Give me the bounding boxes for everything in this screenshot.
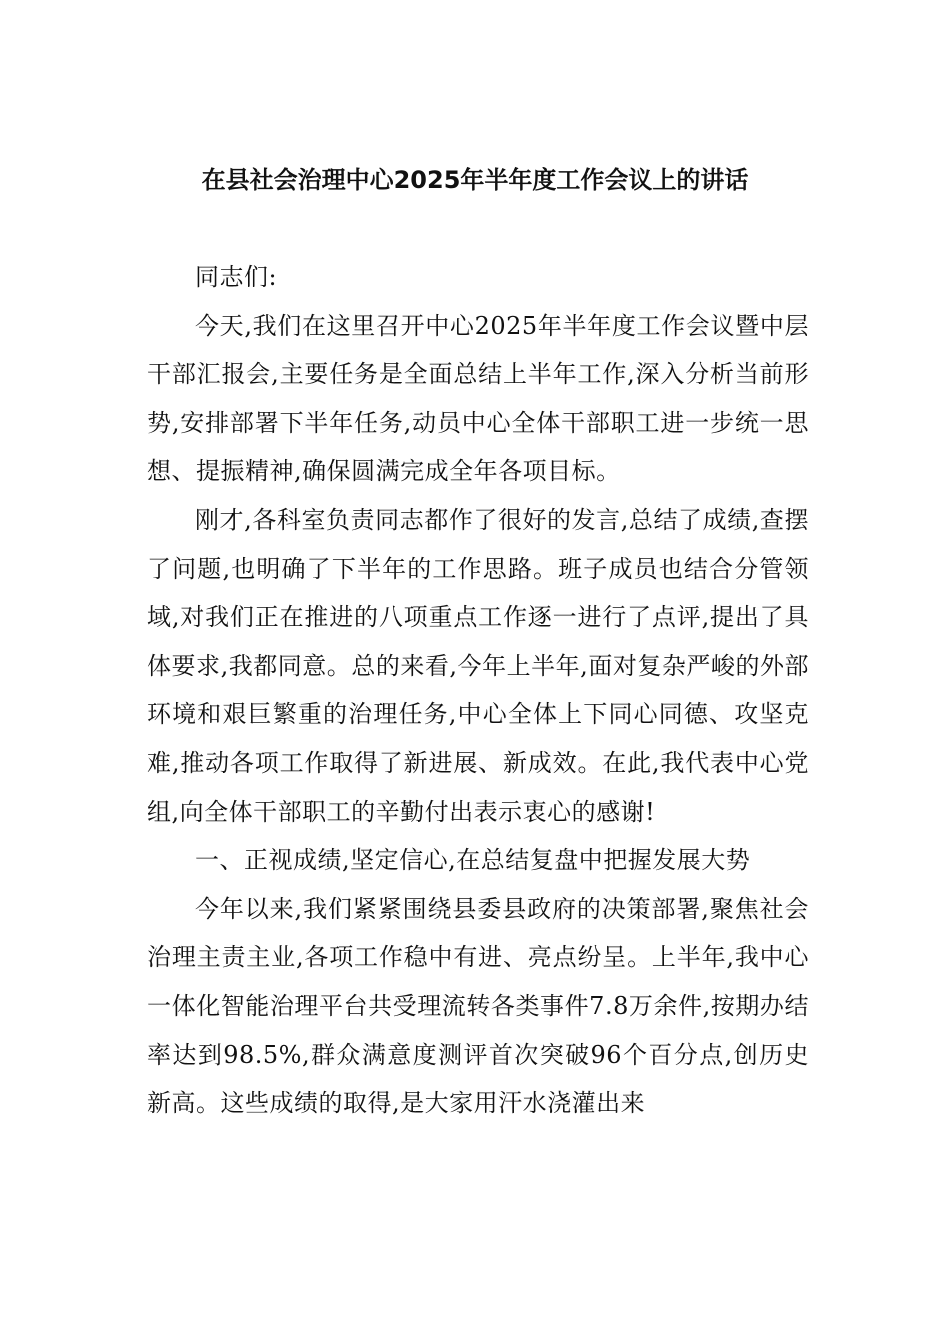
opening-paragraph: 今天,我们在这里召开中心2025年半年度工作会议暨中层干部汇报会,主要任务是全面总结上半年工作,深入分析当前形势,安排部署下半年任务,动员中心全体干部职工进一步统一思想、提振精神,确保圆满完成全年各项目标。 — [147, 311, 809, 486]
review-paragraph: 刚才,各科室负责同志都作了很好的发言,总结了成绩,查摆了问题,也明确了下半年的工作思路。班子成员也结合分管领域,对我们正在推进的八项重点工作逐一进行了点评,提出了具体要求,我都同意。总的来看,今年上半年,面对复杂严峻的外部环境和艰巨繁重的治理任务,中心全体上下同心同德、攻坚克难,推动各项工作取得了新进展、新成效。在此,我代表中心党组,向全体干部职工的辛勤付出表示衷心的感谢! — [147, 505, 809, 826]
document-title: 在县社会治理中心2025年半年度工作会议上的讲话 — [201, 166, 749, 194]
section-heading-1: 一、正视成绩,坚定信心,在总结复盘中把握发展大势 — [195, 846, 751, 875]
achievements-paragraph: 今年以来,我们紧紧围绕县委县政府的决策部署,聚焦社会治理主责主业,各项工作稳中有进、亮点纷呈。上半年,我中心一体化智能治理平台共受理流转各类事件7.8万余件,按期办结率达到98.5%,群众满意度测评首次突破96个百分点,创历史新高。这些成绩的取得,是大家用汗水浇灌出来 — [147, 894, 809, 1118]
salutation-paragraph: 同志们: — [195, 263, 278, 291]
document-body — [147, 253, 809, 1128]
